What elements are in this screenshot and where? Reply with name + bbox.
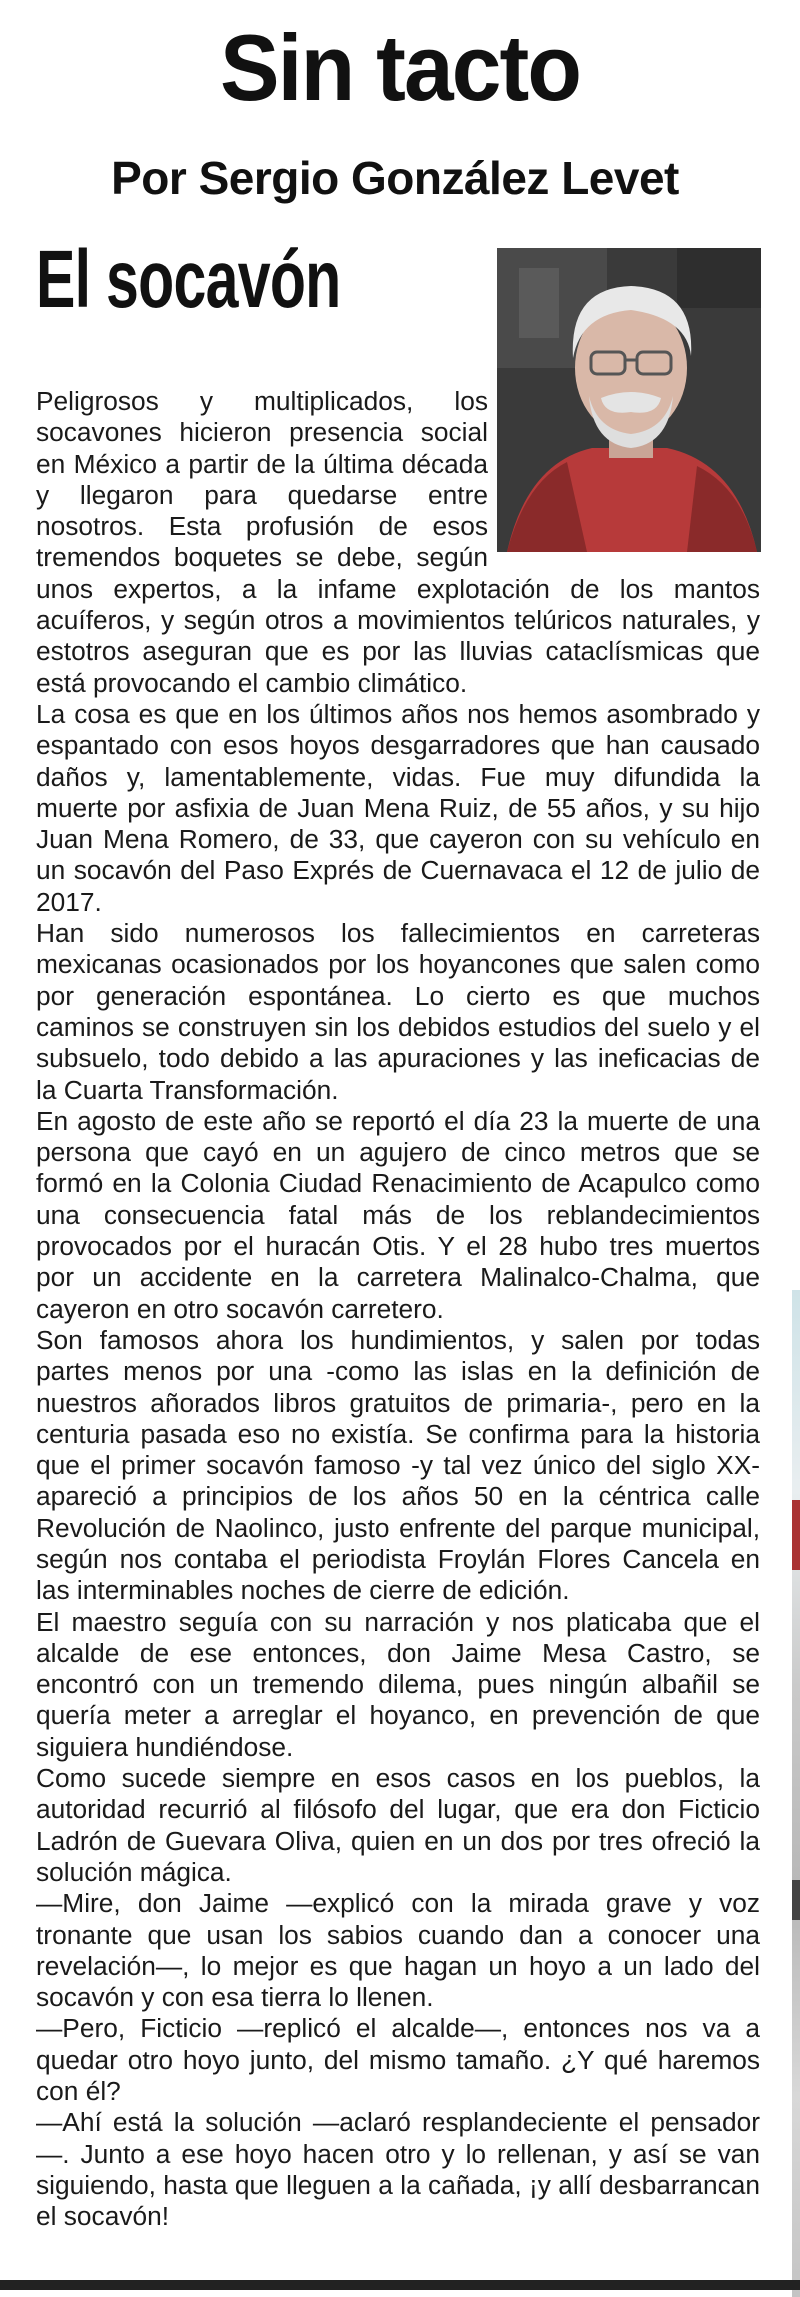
bottom-rule: [0, 2280, 800, 2290]
paragraph: El maestro seguía con su narración y nos platicaba que el alcalde de ese entonces, don Jaime Mesa Castro, se encontró con un tremendo dilema, pues ningún albañil se quería meter a arreglar el hoyanco, en prevención de que siguiera hundiéndose.: [36, 1606, 760, 1762]
paragraph: Han sido numerosos los fallecimientos en carreteras mexicanas ocasionados por los hoyancones que salen como por generación espontánea. Lo cierto es que muchos caminos se construyen sin los debidos estudios del suelo y el subsuelo, todo debido a las apuraciones y las ineficacias de la Cuarta Transformación.: [36, 918, 760, 1105]
paragraph: —Pero, Ficticio —replicó el alcalde—, entonces nos va a quedar otro hoyo junto, del mismo tamaño. ¿Y qué haremos con él?: [36, 2013, 760, 2107]
photo-wrap-spacer: [488, 386, 760, 562]
adjacent-page-edge: [792, 1290, 800, 2297]
paragraph: —Mire, don Jaime —explicó con la mirada grave y voz tronante que usan los sabios cuando dan a conocer una revelación—, lo mejor es que hagan un hoyo a un lado del socavón y con esa tierra lo llenen.: [36, 1888, 760, 2013]
author-byline: Por Sergio González Levet: [111, 152, 679, 204]
adjacent-page-mark: [792, 1500, 800, 1570]
adjacent-page-mark: [792, 1880, 800, 1920]
paragraph: Son famosos ahora los hundimientos, y salen por todas partes menos por una -como las islas en la definición de nuestros añorados libros gratuitos de primaria-, pero en la centuria pasada eso no existía. Se confirma para la historia que el primer socavón famoso -y tal vez único del siglo XX- apareció a principios de los años 50 en la céntrica calle Revolución de Naolinco, justo enfrente del parque municipal, según nos contaba el periodista Froylán Flores Cancela en las interminables noches de cierre de edición.: [36, 1324, 760, 1606]
paragraph: —Ahí está la solución —aclaró resplandeciente el pensador—. Junto a ese hoyo hacen otro y lo rellenan, y así se van siguiendo, hasta que lleguen a la cañada, ¡y allí desbarrancan el socavón!: [36, 2107, 760, 2232]
paragraph: Peligrosos y multiplicados, los socavones hicieron presencia social en México a partir de la última década y llegaron para quedarse entre nosotros. Esta profusión de esos tremendos boquetes se debe, según unos expertos, a la infame explotación de los mantos acuíferos, y según otros a movimientos telúricos naturales, y estotros aseguran que es por las lluvias cataclísmicas que está provocando el cambio climático.: [36, 386, 760, 698]
paragraph: En agosto de este año se reportó el día 23 la muerte de una persona que cayó en un agujero de cinco metros que se formó en la Colonia Ciudad Renacimiento de Acapulco como una consecuencia fatal más de los reblandecimientos provocados por el huracán Otis. Y el 28 hubo tres muertos por un accidente en la carretera Malinalco-Chalma, que cayeron en otro socavón carretero.: [36, 1105, 760, 1324]
column-title: Sin tacto: [220, 15, 580, 120]
article-headline: El socavón: [36, 234, 341, 325]
paragraph: Como sucede siempre en esos casos en los pueblos, la autoridad recurrió al filósofo del lugar, que era don Ficticio Ladrón de Guevara Oliva, quien en un dos por tres ofreció la solución mágica.: [36, 1763, 760, 1887]
article-body: [36, 386, 760, 2233]
paragraph: La cosa es que en los últimos años nos hemos asombrado y espantado con esos hoyos desgarradores que han causado daños y, lamentablemente, vidas. Fue muy difundida la muerte por asfixia de Juan Mena Ruiz, de 55 años, y su hijo Juan Mena Romero, de 33, que cayeron con su vehículo en un socavón del Paso Exprés de Cuernavaca el 12 de julio de 2017.: [36, 698, 760, 917]
